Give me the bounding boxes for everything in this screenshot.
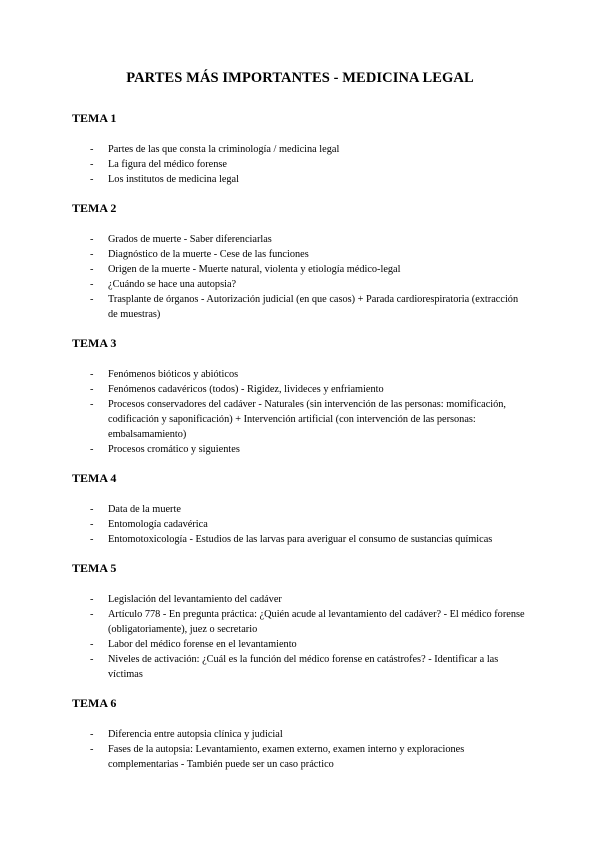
list-item: [72, 262, 528, 277]
list-item: [72, 607, 528, 637]
list-item-text: Los institutos de medicina legal: [108, 174, 239, 185]
list-item: [72, 247, 528, 262]
list-item-text: Niveles de activación: ¿Cuál es la función del médico forense en catástrofes? - Identificar a las víctimas: [108, 654, 499, 680]
list-item: [72, 367, 528, 382]
section-tema-2: [72, 201, 528, 322]
bullet-list: [72, 142, 528, 187]
bullet-dash: -: [90, 744, 94, 755]
section-tema-5: [72, 561, 528, 682]
list-item-text: Fases de la autopsia: Levantamiento, examen externo, examen interno y exploraciones complementarias - También puede ser un caso práctico: [108, 744, 465, 770]
section-heading: TEMA 4: [72, 471, 117, 485]
list-item: [72, 277, 528, 292]
list-item: [72, 232, 528, 247]
list-item-text: Procesos cromático y siguientes: [108, 444, 240, 455]
bullet-dash: -: [90, 159, 94, 170]
list-item-text: La figura del médico forense: [108, 159, 227, 170]
bullet-dash: -: [90, 264, 94, 275]
list-item-text: Artículo 778 - En pregunta práctica: ¿Quién acude al levantamiento del cadáver? - El médico forense (obligatoriamente), juez o secretario: [108, 609, 525, 635]
list-item: [72, 442, 528, 457]
bullet-dash: -: [90, 294, 94, 305]
list-item-text: Procesos conservadores del cadáver - Naturales (sin intervención de las personas: momificación, codificación y saponificación) + Intervención artificial (con intervención de las personas: embalsamamiento): [108, 399, 507, 440]
section-tema-6: [72, 696, 528, 772]
bullet-dash: -: [90, 504, 94, 515]
section-tema-4: [72, 471, 528, 547]
bullet-dash: -: [90, 729, 94, 740]
list-item: [72, 517, 528, 532]
section-heading: TEMA 2: [72, 201, 117, 215]
bullet-list: [72, 727, 528, 772]
bullet-dash: -: [90, 534, 94, 545]
list-item-text: Labor del médico forense en el levantamiento: [108, 639, 297, 650]
list-item: [72, 292, 528, 322]
bullet-dash: -: [90, 144, 94, 155]
bullet-list: [72, 502, 528, 547]
list-item: [72, 142, 528, 157]
section-heading: TEMA 1: [72, 111, 117, 125]
list-item: [72, 172, 528, 187]
bullet-list: [72, 232, 528, 322]
bullet-dash: -: [90, 519, 94, 530]
bullet-dash: -: [90, 594, 94, 605]
bullet-dash: -: [90, 609, 94, 620]
list-item-text: Grados de muerte - Saber diferenciarlas: [108, 234, 272, 245]
list-item-text: Fenómenos cadavéricos (todos) - Rigidez, livideces y enfriamiento: [108, 384, 384, 395]
bullet-dash: -: [90, 369, 94, 380]
list-item: [72, 592, 528, 607]
bullet-dash: -: [90, 174, 94, 185]
list-item: [72, 637, 528, 652]
bullet-dash: -: [90, 639, 94, 650]
list-item: [72, 742, 528, 772]
list-item: [72, 502, 528, 517]
list-item-text: Diferencia entre autopsia clínica y judicial: [108, 729, 283, 740]
section-heading: TEMA 3: [72, 336, 117, 350]
bullet-dash: -: [90, 654, 94, 665]
document-title: PARTES MÁS IMPORTANTES - MEDICINA LEGAL: [126, 70, 474, 86]
bullet-dash: -: [90, 384, 94, 395]
list-item: [72, 397, 528, 442]
list-item: [72, 727, 528, 742]
list-item: [72, 382, 528, 397]
list-item: [72, 157, 528, 172]
section-tema-3: [72, 336, 528, 457]
list-item-text: Origen de la muerte - Muerte natural, violenta y etiología médico-legal: [108, 264, 401, 275]
bullet-dash: -: [90, 399, 94, 410]
list-item: [72, 532, 528, 547]
sections-container: [72, 111, 528, 772]
bullet-dash: -: [90, 279, 94, 290]
bullet-dash: -: [90, 444, 94, 455]
list-item-text: Entomotoxicología - Estudios de las larvas para averiguar el consumo de sustancias químicas: [108, 534, 493, 545]
list-item-text: Fenómenos bióticos y abióticos: [108, 369, 239, 380]
list-item-text: Partes de las que consta la criminología / medicina legal: [108, 144, 340, 155]
list-item-text: ¿Cuándo se hace una autopsia?: [108, 279, 237, 290]
list-item: [72, 652, 528, 682]
bullet-dash: -: [90, 234, 94, 245]
bullet-list: [72, 592, 528, 682]
list-item-text: Trasplante de órganos - Autorización judicial (en que casos) + Parada cardiorespiratoria (extracción de muestras): [108, 294, 519, 320]
bullet-list: [72, 367, 528, 457]
list-item-text: Data de la muerte: [108, 504, 181, 515]
section-heading: TEMA 5: [72, 561, 117, 575]
list-item-text: Diagnóstico de la muerte - Cese de las funciones: [108, 249, 309, 260]
section-tema-1: [72, 111, 528, 187]
bullet-dash: -: [90, 249, 94, 260]
list-item-text: Legislación del levantamiento del cadáver: [108, 594, 282, 605]
section-heading: TEMA 6: [72, 696, 117, 710]
list-item-text: Entomología cadavérica: [108, 519, 208, 530]
